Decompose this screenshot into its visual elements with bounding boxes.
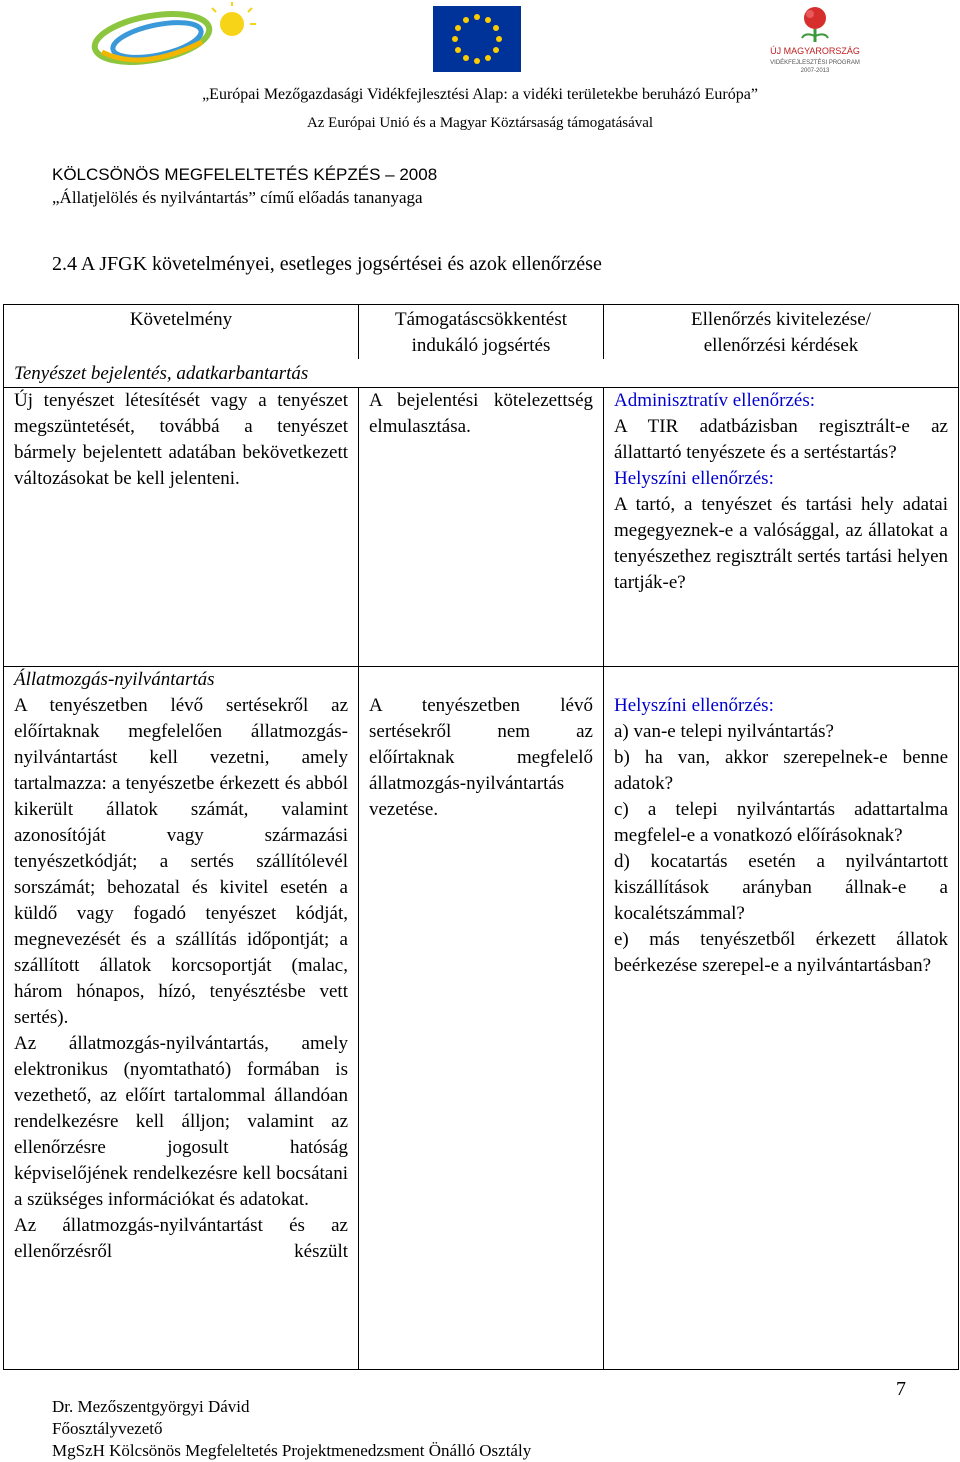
section-title-registration: Tenyészet bejelentés, adatkarbantartás [4, 359, 604, 388]
check-item-c: c) a telepi nyilvántartás adattartalma megfelel-e a vonatkozó előírásoknak? [614, 799, 948, 846]
section-title-movement: Állatmozgás-nyilvántartás [14, 669, 215, 690]
requirement-text: Új tenyészet létesítését vagy a tenyészet megszüntetését, továbbá a tenyészet bármely bejelentett adatában bekövetkezett változásokat be kell jelenteni. [14, 390, 348, 489]
footer-position: Főosztályvezető [52, 1419, 163, 1438]
requirement-text-p1: A tenyészetben lévő sertésekről az előírtaknak megfelelően állatmozgás-nyilvántartást kell vezetni, amely tartalmazza: a tenyészetbe érkezett és abból kikerült állatok számát, valamint azonosítóját vagy származási tenyészetkódját; a sertés szállítólevél sorszámát; behozatal és kivitel esetén a küldő vagy fogadó tenyészet kódját, megnevezését és a szállítás időpontját; a szállított állatok korcsoportját (malac, három hónapos, hízó, tenyésztésbe vett sertés). [14, 695, 348, 1028]
check-item-b: b) ha van, akkor szerepelnek-e benne adatok? [614, 747, 948, 794]
table-row [4, 667, 959, 1370]
header-violation-line2: indukáló jogsértés [411, 335, 551, 356]
course-subtitle: „Állatjelölés és nyilvántartás” című előadás tananyaga [52, 188, 423, 207]
page-number: 7 [896, 1378, 906, 1400]
requirements-table [3, 304, 959, 1370]
fund-line: „Európai Mezőgazdasági Vidékfejlesztési Alap: a vidéki területekbe beruházó Európa” [202, 86, 758, 103]
section-row-registration [4, 359, 959, 388]
header-check-line1: Ellenőrzés kivitelezése/ [691, 309, 871, 330]
header-requirement [4, 305, 359, 360]
header-check [604, 305, 959, 360]
requirement-cell [4, 667, 359, 1370]
rural-development-logo [82, 2, 262, 74]
header-requirement-label: Követelmény [129, 309, 233, 330]
site-check-label: Helyszíni ellenőrzés: [614, 468, 774, 489]
violation-text: A bejelentési kötelezettség elmulasztása. [369, 390, 593, 437]
requirement-text-p3: Az állatmozgás-nyilvántartást és az ellenőrzésről készült [14, 1215, 348, 1262]
check-item-a: a) van-e telepi nyilvántartás? [614, 721, 834, 742]
section-title: 2.4 A JFGK követelményei, esetleges jogsértései és azok ellenőrzése [52, 253, 602, 275]
admin-check-text: A TIR adatbázisban regisztrált-e az állattartó tenyészete és a sertéstartás? [614, 416, 948, 463]
logo-text-line3: 2007-2013 [800, 68, 830, 74]
footer-author: Dr. Mezőszentgyörgyi Dávid [52, 1397, 250, 1416]
requirement-text-p2: Az állatmozgás-nyilvántartás, amely elektronikus (nyomtatható) formában is vezethető, az előírt tartalommal állandóan rendelkezésre kell álljon; valamint az ellenőrzésre jogosult hatóság képviselőjének rendelkezésre kell bocsátani a szükséges információkat és adatokat. [14, 1033, 348, 1210]
header-check-line2: ellenőrzési kérdések [703, 335, 859, 356]
footer-org: MgSzH Kölcsönös Megfeleltetés Projektmenedzsment Önálló Osztály [52, 1441, 532, 1460]
header-violation-line1: Támogatáscsökkentést [394, 309, 567, 330]
header-violation [359, 305, 604, 360]
site-check-label: Helyszíni ellenőrzés: [614, 695, 774, 716]
section-title-filler [604, 359, 959, 388]
course-title: KÖLCSÖNÖS MEGFELELTETÉS KÉPZÉS – 2008 [52, 165, 438, 184]
uj-magyarorszag-logo [760, 2, 870, 76]
violation-cell [359, 667, 604, 1370]
violation-cell [359, 388, 604, 667]
check-item-e: e) más tenyészetből érkezett állatok beérkezése szerepel-e a nyilvántartásban? [614, 929, 948, 976]
violation-text: A tenyészetben lévő sertésekről nem az előírtaknak megfelelő állatmozgás-nyilvántartás vezetése. [369, 695, 593, 820]
requirement-cell [4, 388, 359, 667]
admin-check-label: Adminisztratív ellenőrzés: [614, 390, 816, 411]
logo-text-line1: ÚJ MAGYARORSZÁG [770, 46, 860, 56]
site-check-text: A tartó, a tenyészet és tartási hely adatai megegyeznek-e a valósággal, az állatokat a tenyészethez regisztrált sertés tartási helyen tartják-e? [614, 494, 948, 593]
check-cell [604, 388, 959, 667]
table-row [4, 388, 959, 667]
logo-text-line2: VIDÉKFEJLESZTÉSI PROGRAM [770, 60, 860, 66]
support-line: Az Európai Unió és a Magyar Köztársaság támogatásával [306, 115, 654, 131]
eu-flag-logo [433, 6, 521, 72]
check-item-d: d) kocatartás esetén a nyilvántartott kiszállítások arányban állnak-e a kocalétszámmal? [614, 851, 948, 924]
table-header-row [4, 305, 959, 360]
check-cell [604, 667, 959, 1370]
